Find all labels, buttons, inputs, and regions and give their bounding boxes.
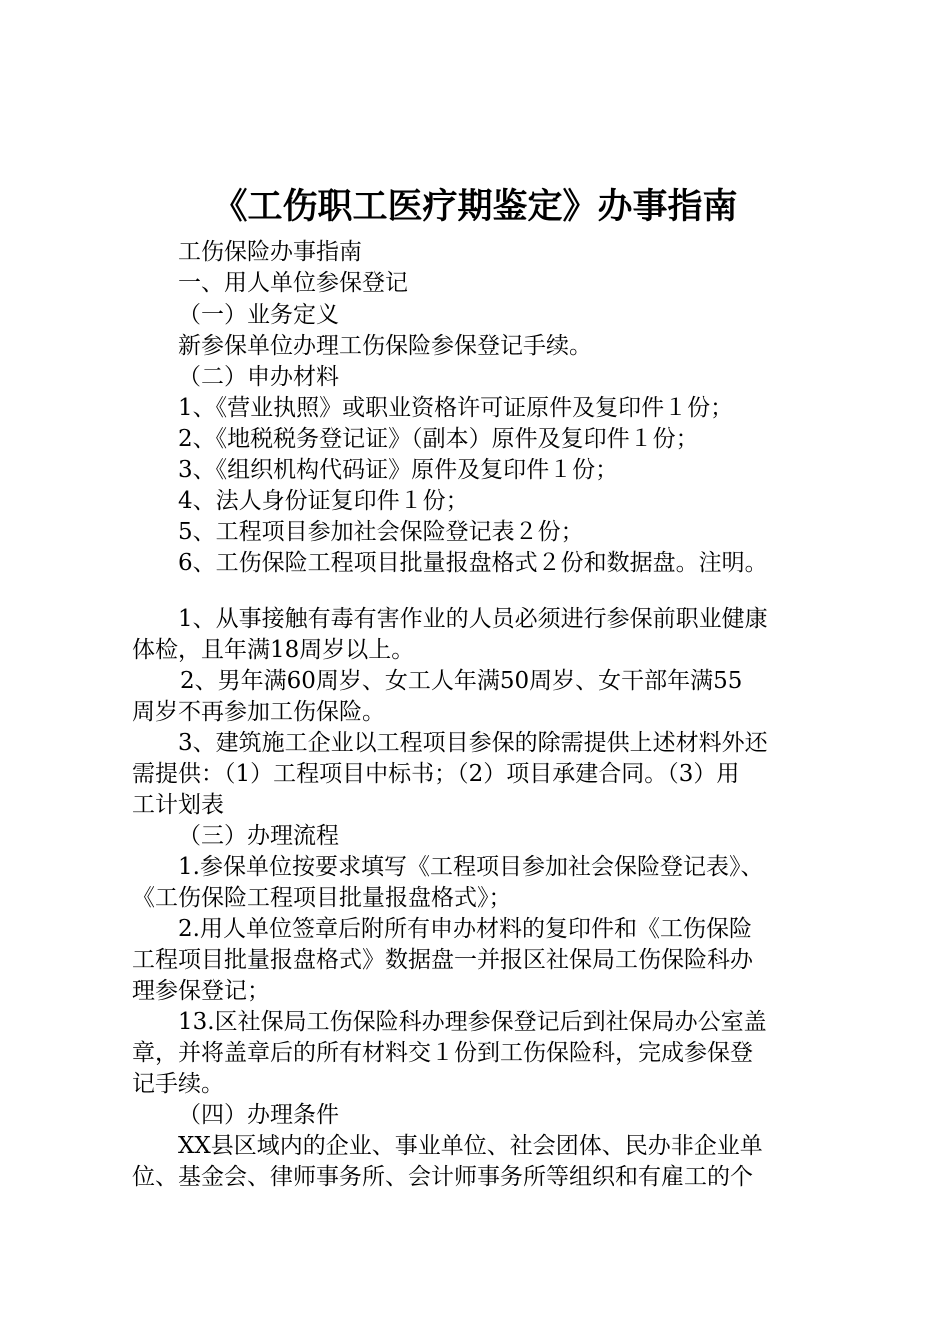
step-2-line-1: 2.用人单位签章后附所有申办材料的复印件和《工伤保险 [178,916,752,942]
document-title: 《工伤职工医疗期鉴定》办事指南 [212,186,738,227]
note-3-line-1: 3、建筑施工企业以工程项目参保的除需提供上述材料外还 [178,730,768,756]
material-item: 4、法人身份证复印件１份； [178,488,469,514]
note-1-line-1: 1、从事接触有毒有害作业的人员必须进行参保前职业健康 [178,606,768,632]
step-1-line-2: 《工伤保险工程项目批量报盘格式》； [132,885,512,911]
subsection-process: （三）办理流程 [178,823,339,849]
material-item: 2、《地税税务登记证》（副本）原件及复印件１份； [178,426,699,452]
conditions-line-1: XX县区域内的企业、事业单位、社会团体、民办非企业单 [178,1133,763,1159]
step-2-line-3: 理参保登记； [132,978,270,1004]
subsection-conditions: （四）办理条件 [178,1102,339,1128]
step-2-line-2: 工程项目批量报盘格式》数据盘一并报区社保局工伤保险科办 [132,947,753,973]
subsection-materials: （二）申办材料 [178,364,339,390]
subsection-definition: （一）业务定义 [178,302,339,328]
material-item: 5、工程项目参加社会保险登记表２份； [178,519,584,545]
section-heading: 一、用人单位参保登记 [178,270,408,296]
step-1-line-1: 1.参保单位按要求填写《工程项目参加社会保险登记表》、 [178,854,764,880]
note-3-line-3: 工计划表 [132,792,224,818]
step-3-line-1: 13.区社保局工伤保险科办理参保登记后到社保局办公室盖 [178,1009,767,1035]
guide-heading: 工伤保险办事指南 [178,239,362,265]
step-3-line-2: 章，并将盖章后的所有材料交１份到工伤保险科，完成参保登 [132,1040,753,1066]
note-3-line-2: 需提供：（1）工程项目中标书；（2）项目承建合同。（3）用 [132,761,740,787]
conditions-line-2: 位、基金会、律师事务所、会计师事务所等组织和有雇工的个 [132,1164,753,1190]
step-3-line-3: 记手续。 [132,1071,224,1097]
note-2-line-1: 2、男年满60周岁、女工人年满50周岁、女干部年满55 [180,668,743,694]
note-1-line-2: 体检，且年满18周岁以上。 [132,637,415,663]
material-item: 1、《营业执照》或职业资格许可证原件及复印件１份； [178,395,734,421]
note-2-line-2: 周岁不再参加工伤保险。 [132,699,385,725]
definition-text: 新参保单位办理工伤保险参保登记手续。 [178,333,592,359]
material-item: 3、《组织机构代码证》原件及复印件１份； [178,457,619,483]
material-item: 6、工伤保险工程项目批量报盘格式２份和数据盘。注明。 [178,550,768,576]
